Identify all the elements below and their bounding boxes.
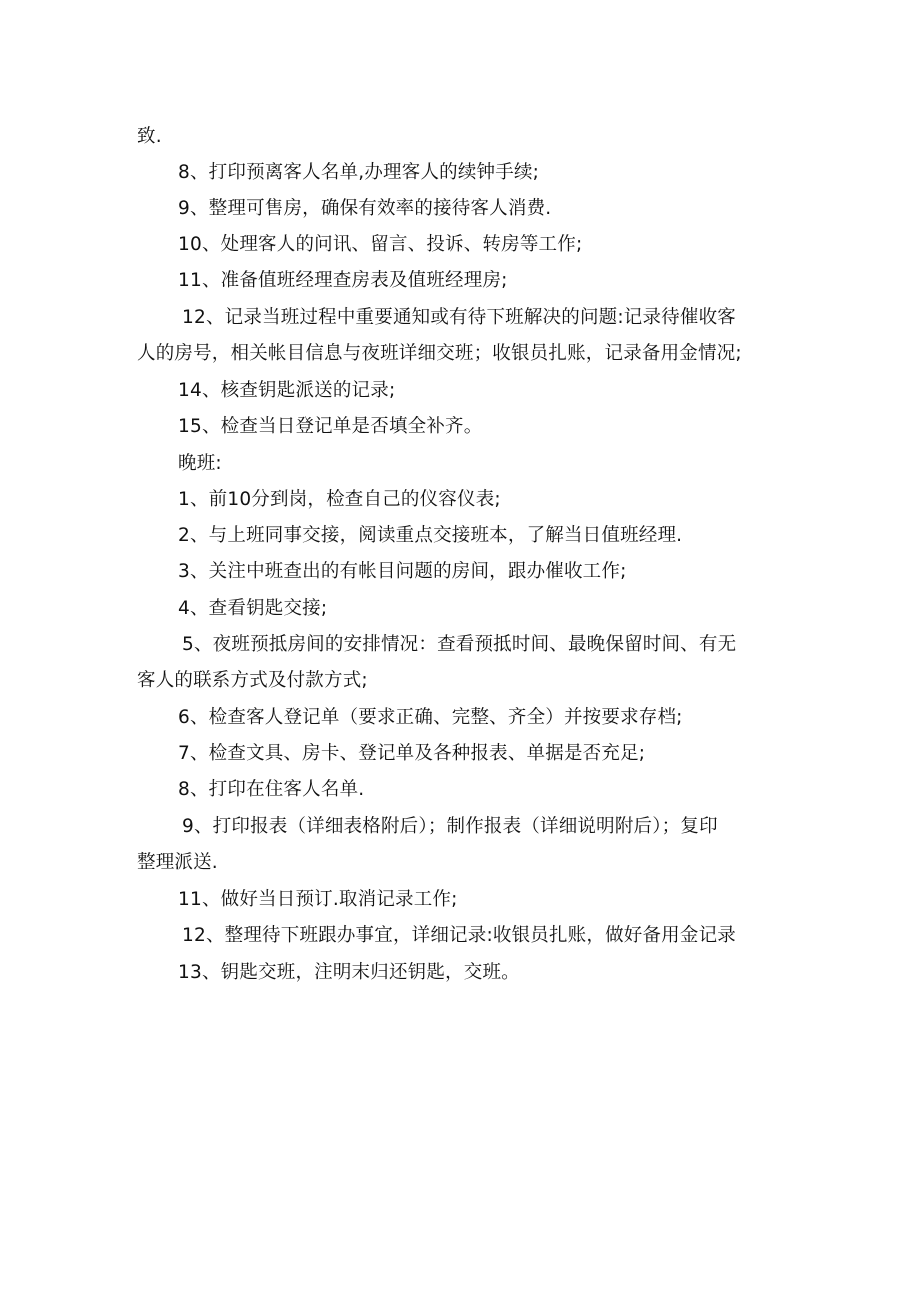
text-line: 2、与上班同事交接，阅读重点交接班本，了解当日值班经理. — [178, 525, 683, 546]
text-line: 15、检查当日登记单是否填全补齐。 — [178, 416, 483, 437]
text-line: 14、核查钥匙派送的记录; — [178, 380, 396, 401]
text-line: 11、做好当日预订.取消记录工作; — [178, 889, 458, 910]
text-line: 客人的联系方式及付款方式; — [137, 670, 368, 691]
text-line: 1、前10分到岗，检查自己的仪容仪表; — [178, 489, 501, 510]
text-line: 4、查看钥匙交接; — [178, 598, 328, 619]
text-line: 致. — [137, 126, 162, 147]
text-line: 12、整理待下班跟办事宜，详细记录:收银员扎账，做好备用金记录 — [182, 925, 736, 946]
text-line: 9、打印报表（详细表格附后）；制作报表（详细说明附后）；复印 — [182, 816, 718, 837]
text-line: 10、处理客人的问讯、留言、投诉、转房等工作; — [178, 234, 583, 255]
text-line: 人的房号，相关帐目信息与夜班详细交班；收银员扎账，记录备用金情况; — [137, 343, 742, 364]
text-line: 7、检查文具、房卡、登记单及各种报表、单据是否充足; — [178, 743, 646, 764]
text-line: 5、夜班预抵房间的安排情况：查看预抵时间、最晚保留时间、有无 — [182, 634, 737, 655]
text-line: 8、打印预离客人名单,办理客人的续钟手续; — [178, 162, 540, 183]
section-heading: 晚班: — [178, 453, 222, 474]
text-line: 6、检查客人登记单（要求正确、完整、齐全）并按要求存档; — [178, 707, 683, 728]
text-line: 11、准备值班经理查房表及值班经理房; — [178, 270, 508, 291]
text-line: 12、记录当班过程中重要通知或有待下班解决的问题:记录待催收客 — [182, 307, 736, 328]
text-line: 8、打印在住客人名单. — [178, 779, 365, 800]
text-line: 3、关注中班查出的有帐目问题的房间，跟办催收工作; — [178, 561, 627, 582]
text-line: 整理派送. — [137, 852, 218, 873]
text-line: 13、钥匙交班，注明末归还钥匙，交班。 — [178, 962, 520, 983]
text-line: 9、整理可售房，确保有效率的接待客人消费. — [178, 198, 552, 219]
